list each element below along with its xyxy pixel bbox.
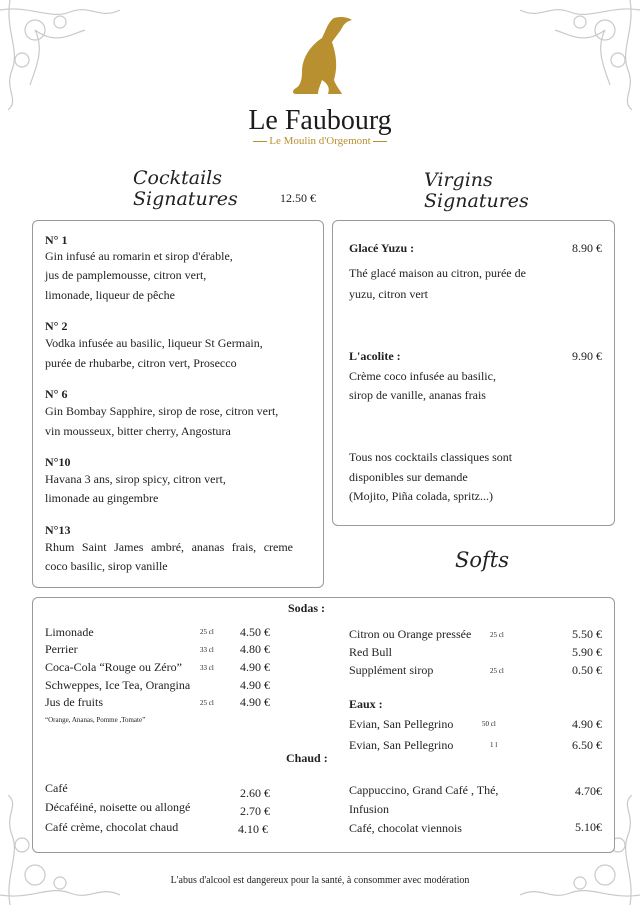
soda-name: Coca-Cola “Rouge ou Zéro”: [45, 660, 182, 674]
soda-price: 5.90 €: [572, 645, 602, 659]
cocktail-10-title: N°10: [45, 455, 71, 469]
hot-drink-price: 2.60 €: [240, 786, 270, 800]
softs-heading: Softs: [455, 548, 510, 572]
hot-drink-name: Cappuccino, Grand Café , Thé,: [349, 783, 499, 797]
brand-subtitle: Le Moulin d'Orgemont: [0, 134, 640, 148]
cocktail-2-title: N° 2: [45, 319, 68, 333]
cocktail-6-line: vin mousseux, bitter cherry, Angostura: [45, 424, 231, 438]
fruit-juice-note: “Orange, Ananas, Pomme ,Tomate”: [45, 716, 146, 724]
cocktail-1-line: Gin infusé au romarin et sirop d'érable,: [45, 249, 233, 263]
soda-price: 0.50 €: [572, 663, 602, 677]
soda-size: 25 cl: [490, 667, 504, 675]
soda-price: 5.50 €: [572, 627, 602, 641]
soda-name: Schweppes, Ice Tea, Orangina: [45, 678, 191, 692]
virgin-acolite-name: L'acolite :: [349, 349, 401, 363]
virgins-heading-line1: Virgins: [424, 169, 493, 191]
brand-name: Le Faubourg: [248, 105, 392, 136]
soda-size: 33 cl: [200, 646, 214, 654]
virgin-acolite-line: sirop de vanille, ananas frais: [349, 388, 486, 402]
hot-drink-name: Infusion: [349, 802, 389, 816]
soda-name: Red Bull: [349, 645, 393, 659]
cocktail-6-title: N° 6: [45, 387, 68, 401]
cocktails-heading-line1: Cocktails: [133, 167, 222, 189]
virgin-yuzu-name: Glacé Yuzu :: [349, 241, 415, 255]
footer-warning: L'abus d'alcool est dangereux pour la santé, à consommer avec modération: [170, 875, 470, 886]
soda-name: Limonade: [45, 625, 94, 639]
virgin-yuzu-line: Thé glacé maison au citron, purée de: [349, 266, 526, 280]
virgins-note-line: (Mojito, Piña colada, spritz...): [349, 489, 493, 503]
sodas-title: Sodas :: [288, 601, 326, 615]
soda-name: Citron ou Orange pressée: [349, 627, 472, 641]
hot-drink-name: Décaféiné, noisette ou allongé: [45, 800, 191, 814]
soda-price: 4.90 €: [240, 660, 270, 674]
hot-drink-price: 4.70€: [575, 784, 602, 798]
greyhound-logo-icon: [288, 14, 354, 98]
soda-size: 25 cl: [200, 628, 214, 636]
water-size: 50 cl: [482, 720, 496, 728]
virgin-yuzu-line: yuzu, citron vert: [349, 287, 428, 301]
soda-name: Supplément sirop: [349, 663, 434, 677]
water-name: Evian, San Pellegrino: [349, 738, 454, 752]
water-name: Evian, San Pellegrino: [349, 717, 454, 731]
soda-size: 25 cl: [490, 631, 504, 639]
cocktails-price: 12.50 €: [280, 191, 316, 205]
water-price: 4.90 €: [572, 717, 602, 731]
cocktail-10-line: limonade au gingembre: [45, 491, 159, 505]
soda-size: 25 cl: [200, 699, 214, 707]
chaud-title: Chaud :: [286, 751, 328, 765]
cocktail-2-line: purée de rhubarbe, citron vert, Prosecco: [45, 356, 237, 370]
soda-price: 4.80 €: [240, 642, 270, 656]
hot-drink-price: 5.10€: [575, 820, 602, 834]
virgin-acolite-price: 9.90 €: [572, 349, 602, 363]
virgins-note-line: disponibles sur demande: [349, 470, 468, 484]
hot-drink-name: Café: [45, 781, 68, 795]
hot-drink-name: Café, chocolat viennois: [349, 821, 462, 835]
cocktail-2-line: Vodka infusée au basilic, liqueur St Germain,: [45, 336, 263, 350]
cocktail-6-line: Gin Bombay Sapphire, sirop de rose, citron vert,: [45, 404, 279, 418]
soda-name: Perrier: [45, 642, 78, 656]
floral-corner-top-left: [0, 0, 150, 110]
water-price: 6.50 €: [572, 738, 602, 752]
virgin-yuzu-price: 8.90 €: [572, 241, 602, 255]
soda-size: 33 cl: [200, 664, 214, 672]
soda-price: 4.50 €: [240, 625, 270, 639]
hot-drink-name: Café crème, chocolat chaud: [45, 820, 179, 834]
virgin-acolite-line: Crème coco infusée au basilic,: [349, 369, 496, 383]
virgins-note-line: Tous nos cocktails classiques sont: [349, 450, 513, 464]
cocktail-13-title: N°13: [45, 523, 71, 537]
water-size: 1 l: [490, 741, 498, 749]
cocktail-10-line: Havana 3 ans, sirop spicy, citron vert,: [45, 472, 226, 486]
eaux-title: Eaux :: [349, 697, 383, 711]
cocktail-1-line: jus de pamplemousse, citron vert,: [45, 268, 207, 282]
soda-name: Jus de fruits: [45, 695, 103, 709]
soda-price: 4.90 €: [240, 695, 270, 709]
cocktail-1-line: limonade, liqueur de pêche: [45, 288, 175, 302]
cocktails-heading-line2: Signatures: [133, 188, 238, 210]
soda-price: 4.90 €: [240, 678, 270, 692]
cocktail-13-line: coco basilic, sirop vanille: [45, 559, 168, 573]
cocktail-1-title: N° 1: [45, 233, 68, 247]
hot-drink-price: 2.70 €: [240, 804, 270, 818]
cocktail-13-line: Rhum Saint James ambré, ananas frais, creme: [45, 540, 293, 554]
hot-drink-price: 4.10 €: [238, 822, 268, 836]
virgins-heading-line2: Signatures: [424, 190, 529, 212]
floral-corner-top-right: [490, 0, 640, 110]
